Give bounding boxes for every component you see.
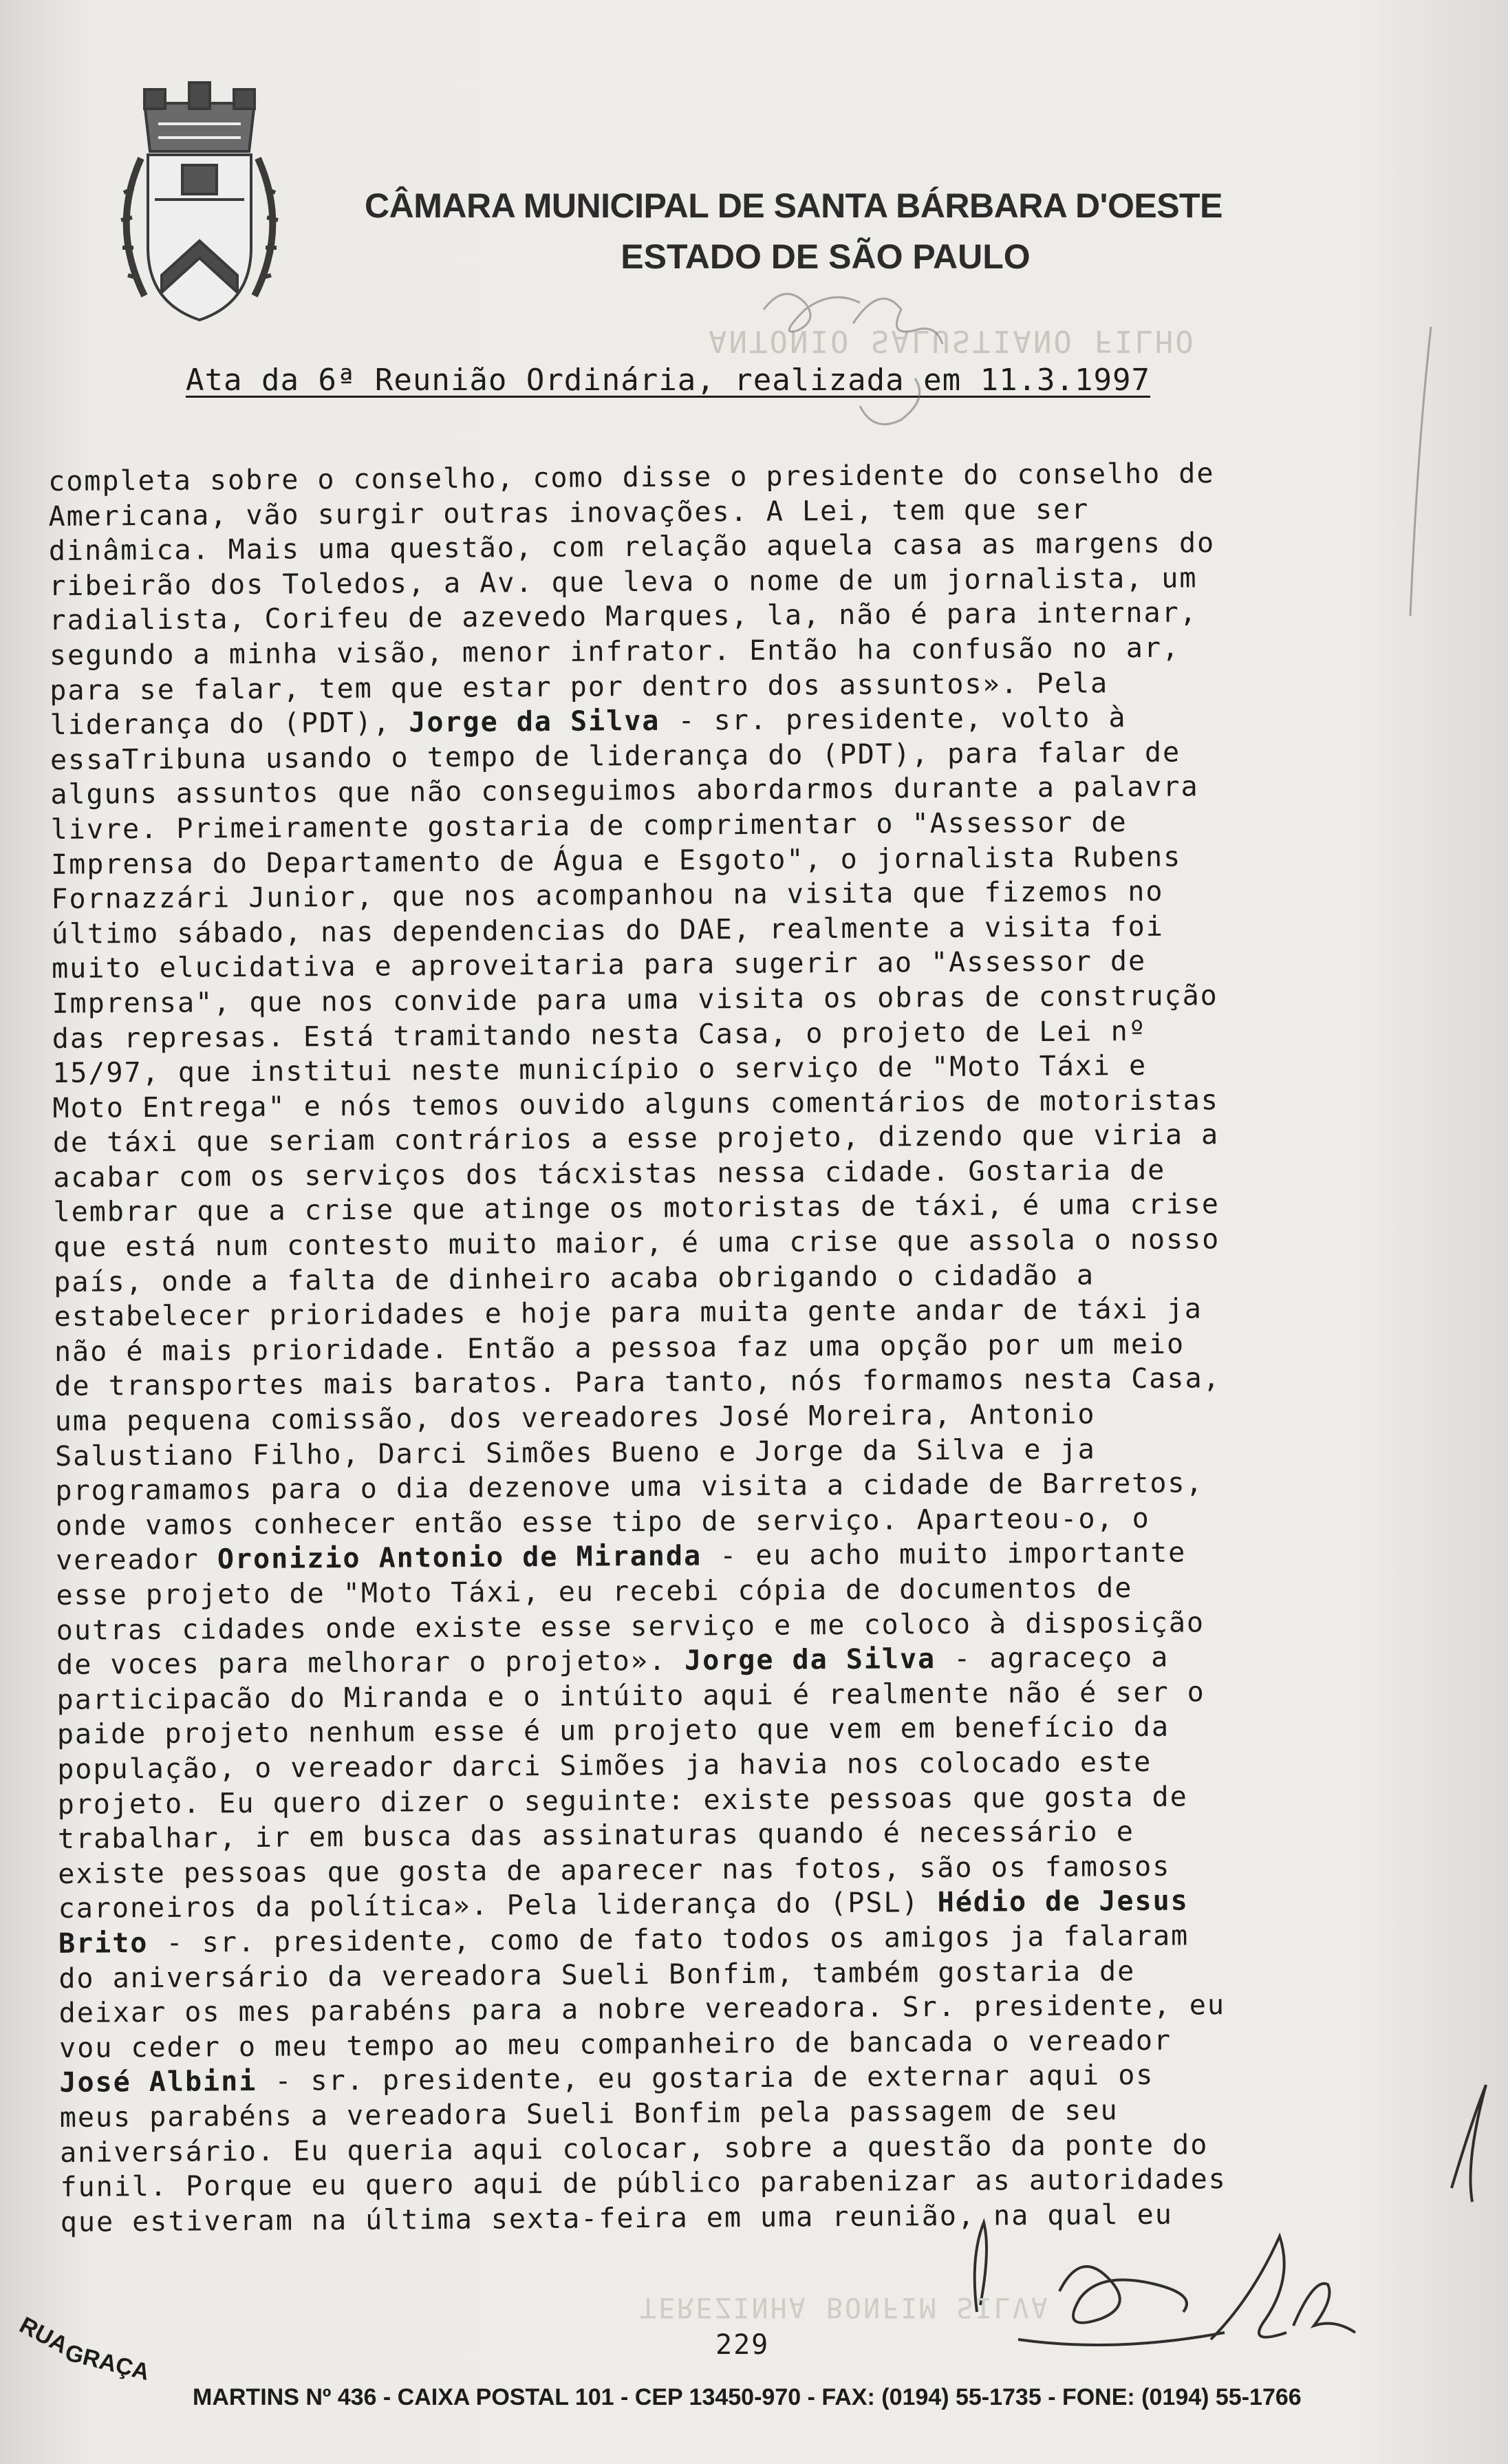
text-segment: muito elucidativa e aproveitaria para sugerir ao "Assessor de: [51, 945, 1147, 985]
text-segment: trabalhar, ir em busca das assinaturas quando é necessário e: [57, 1816, 1134, 1856]
text-segment: dinâmica. Mais uma questão, com relação aquela casa as margens do: [48, 527, 1216, 568]
speaker-name: Brito: [58, 1927, 149, 1960]
text-segment: Fornazzári Junior, que nos acompanhou na visita que fizemos no: [51, 875, 1164, 916]
footer-contact-line: MARTINS Nº 436 - CAIXA POSTAL 101 - CEP 13450-970 - FAX: (0194) 55-1735 - FONE: (0194) 55-1766: [193, 2384, 1302, 2410]
text-segment: - sr. presidente, eu gostaria de externar aqui os: [257, 2059, 1154, 2098]
speaker-name: Hédio de Jesus: [937, 1885, 1189, 1919]
text-segment: das represas. Está tramitando nesta Casa, o projeto de Lei nº: [52, 1015, 1147, 1055]
text-segment: liderança do (PDT),: [50, 707, 409, 742]
text-segment: aniversário. Eu queria aqui colocar, sobre a questão da ponte do: [59, 2128, 1209, 2169]
bleed-through-text-top: ANTONIO SALUSTIANO FILHO: [709, 323, 1196, 358]
footer-street-prefix: RUA: [15, 2312, 73, 2359]
text-segment: Americana, vão surgir outras inovações. A Lei, tem que ser: [48, 493, 1090, 533]
text-segment: - eu acho muito importante: [701, 1536, 1187, 1572]
text-segment: - sr. presidente, como de fato todos os amigos ja falaram: [148, 1920, 1189, 1959]
text-segment: ribeirão dos Toledos, a Av. que leva o nome de um jornalista, um: [49, 562, 1198, 602]
text-segment: radialista, Corifeu de azevedo Marques, la, não é para internar,: [49, 597, 1198, 637]
text-segment: que estiveram na última sexta-feira em uma reunião, na qual eu: [60, 2198, 1174, 2238]
text-segment: de voces para melhorar o projeto».: [56, 1645, 685, 1682]
text-segment: lembrar que a crise que atinge os motoristas de táxi, é uma crise: [53, 1188, 1220, 1229]
text-segment: do aniversário da vereadora Sueli Bonfim, também gostaria de: [58, 1955, 1136, 1995]
text-segment: população, o vereador darci Simões ja havia nos colocado este: [57, 1746, 1152, 1786]
text-segment: uma pequena comissão, dos vereadores José Moreira, Antonio: [54, 1398, 1096, 1437]
footer-address: [15, 2298, 1500, 2415]
text-segment: para se falar, tem que estar por dentro dos assuntos». Pela: [50, 667, 1109, 707]
text-segment: funil. Porque eu quero aqui de público parabenizar as autoridades: [60, 2163, 1227, 2204]
text-segment: livre. Primeiramente gostaria de comprimentar o "Assessor de: [50, 806, 1128, 846]
page-number: 229: [715, 2329, 770, 2361]
bleed-through-text-bottom: TEREZINHA BONFIM SILVA: [640, 2291, 1050, 2323]
state-name-heading: ESTADO DE SÃO PAULO: [621, 237, 1031, 276]
text-segment: outras cidades onde existe esse serviço e me coloco à disposição: [56, 1606, 1205, 1647]
text-segment: segundo a minha visão, menor infrator. Então ha confusão no ar,: [49, 632, 1181, 672]
text-segment: Imprensa", que nos convide para uma visita os obras de construção: [52, 980, 1218, 1020]
text-segment: deixar os mes parabéns para a nobre vereadora. Sr. presidente, eu: [58, 1989, 1226, 2030]
text-segment: Moto Entrega" e nós temos ouvido alguns comentários de motoristas: [52, 1084, 1219, 1124]
speaker-name: José Albini: [59, 2066, 257, 2099]
text-segment: não é mais prioridade. Então a pessoa faz uma opção por um meio: [54, 1328, 1185, 1368]
minutes-body: [48, 455, 1430, 2240]
speaker-name: Jorge da Silva: [409, 705, 660, 739]
text-segment: - sr. presidente, volto à: [660, 702, 1127, 737]
text-segment: de táxi que seriam contrários a esse projeto, dizendo que viria a: [52, 1119, 1220, 1159]
text-segment: programamos para o dia dezenove uma visita a cidade de Barretos,: [55, 1467, 1204, 1508]
text-segment: esse projeto de "Moto Táxi, eu recebi cópia de documentos de: [56, 1572, 1133, 1611]
speaker-name: Jorge da Silva: [684, 1643, 936, 1677]
text-segment: onde vamos conhecer então esse tipo de serviço. Aparteou-o, o: [55, 1502, 1150, 1542]
text-segment: meus parabéns a vereadora Sueli Bonfim pela passagem de seu: [59, 2095, 1119, 2134]
text-segment: paide projeto nenhum esse é um projeto que vem em benefício da: [56, 1711, 1170, 1751]
text-segment: acabar com os serviços dos tácxistas nessa cidade. Gostaria de: [53, 1154, 1166, 1194]
text-segment: participacão do Miranda e o intúito aqui é realmente não é ser o: [56, 1676, 1205, 1716]
text-segment: vou ceder o meu tempo ao meu companheiro de bancada o vereador: [58, 2024, 1172, 2064]
text-segment: essaTribuna usando o tempo de liderança do (PDT), para falar de: [50, 736, 1181, 776]
speaker-name: Oronizio Antonio de Miranda: [217, 1540, 702, 1576]
chamber-name-heading: CÂMARA MUNICIPAL DE SANTA BÁRBARA D'OESTE: [365, 186, 1222, 225]
text-segment: país, onde a falta de dinheiro acaba obrigando o cidadão a: [54, 1259, 1095, 1298]
text-segment: caroneiros da política». Pela liderança do (PSL): [58, 1887, 938, 1925]
text-segment: que está num contesto muito maior, é uma crise que assola o nosso: [53, 1223, 1220, 1264]
document-title: Ata da 6ª Reunião Ordinária, realizada em 11.3.1997: [186, 363, 1151, 398]
text-segment: - agraceço a: [936, 1641, 1170, 1675]
text-segment: último sábado, nas dependencias do DAE, realmente a visita foi: [51, 910, 1164, 950]
text-segment: completa sobre o conselho, como disse o presidente do conselho de: [48, 458, 1215, 497]
text-segment: vereador: [55, 1543, 218, 1577]
text-segment: alguns assuntos que não conseguimos abordarmos durante a palavra: [50, 771, 1199, 811]
text-segment: Salustiano Filho, Darci Simões Bueno e Jorge da Silva e ja: [54, 1433, 1096, 1472]
text-segment: Imprensa do Departamento de Água e Esgoto", o jornalista Rubens: [50, 841, 1182, 881]
footer-street-name: GRAÇA: [62, 2339, 152, 2386]
text-segment: projeto. Eu quero dizer o seguinte: existe pessoas que gosta de: [57, 1781, 1188, 1821]
text-segment: 15/97, que institui neste município o serviço de "Moto Táxi e: [52, 1049, 1148, 1090]
text-segment: de transportes mais baratos. Para tanto, nós formamos nesta Casa,: [54, 1362, 1221, 1403]
text-segment: estabelecer prioridades e hoje para muita gente andar de táxi ja: [54, 1293, 1203, 1333]
text-segment: existe pessoas que gosta de aparecer nas fotos, são os famosos: [58, 1850, 1171, 1890]
municipal-coat-of-arms-icon: [96, 76, 303, 330]
